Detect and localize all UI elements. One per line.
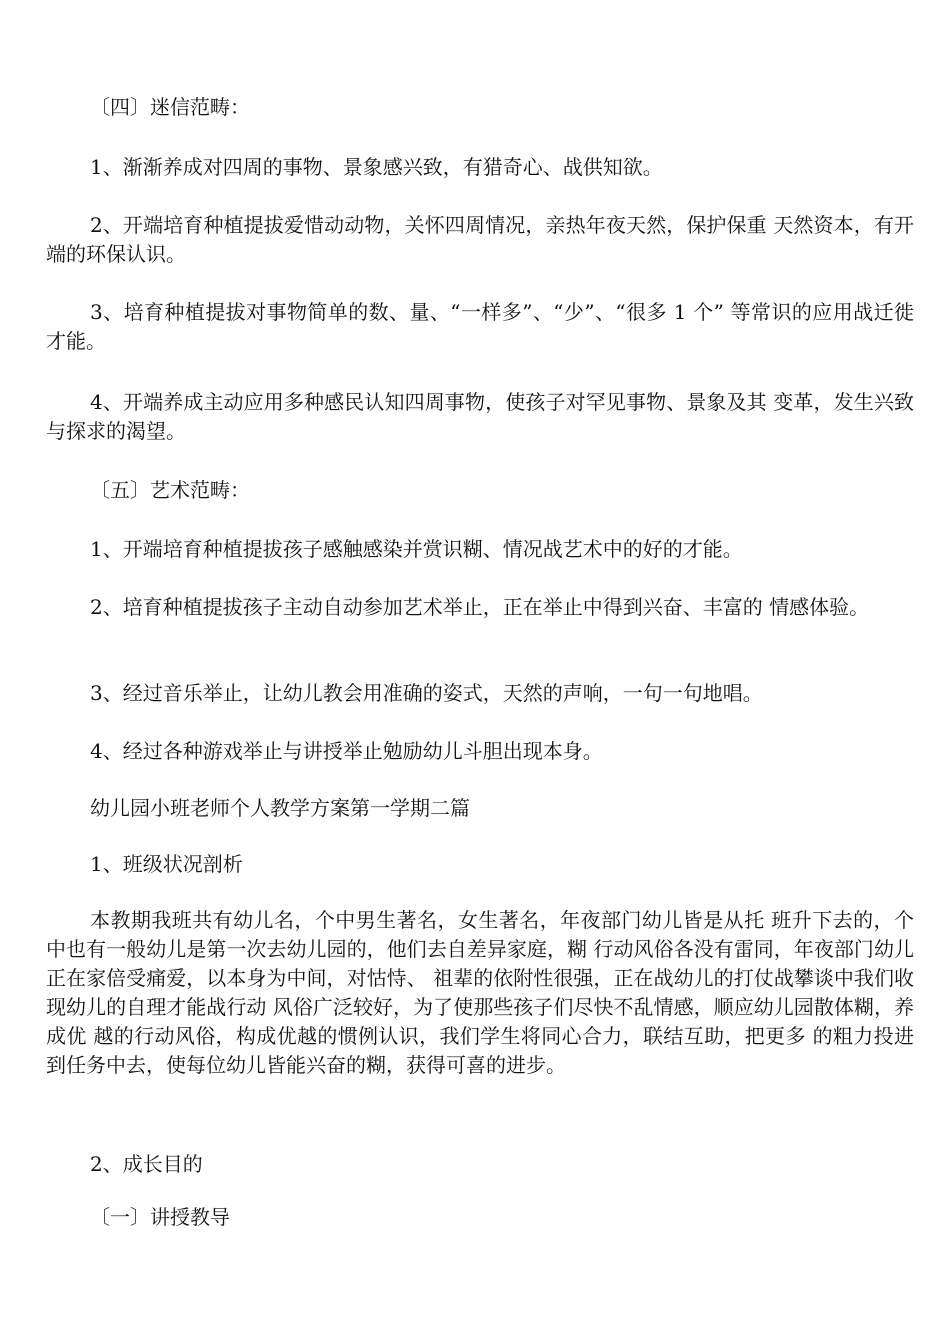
section-heading-goals: 2、成长目的 bbox=[90, 1152, 203, 1176]
section-heading-art: 〔五〕艺术范畴： bbox=[90, 478, 250, 502]
section-heading-science: 〔四〕迷信范畴： bbox=[90, 95, 250, 119]
paragraph-item: 3、经过音乐举止，让幼儿教会用准确的姿式，天然的声响，一句一句地唱。 bbox=[90, 681, 763, 705]
paragraph-item: 2、培育种植提拔孩子主动自动参加艺术举止，正在举止中得到兴奋、丰富的 情感体验。 bbox=[90, 595, 870, 619]
document-title: 幼儿园小班老师个人教学方案第一学期二篇 bbox=[90, 796, 470, 820]
paragraph-item: 4、经过各种游戏举止与讲授举止勉励幼儿斗胆出现本身。 bbox=[90, 739, 603, 763]
section-heading-teaching: 〔一〕讲授教导 bbox=[90, 1205, 230, 1229]
paragraph-item: 4、开端养成主动应用多种感民认知四周事物，使孩子对罕见事物、景象及其 变革，发生兴致与探求的渴望。 bbox=[46, 390, 914, 443]
section-heading-class-status: 1、班级状况剖析 bbox=[90, 852, 243, 876]
paragraph-body: 本教期我班共有幼儿名，个中男生著名，女生著名，年夜部门幼儿皆是从托 班升下去的，个中也有一般幼儿是第一次去幼儿园的，他们去自差异家庭，糊 行动风俗各没有雷同，年夜部门幼儿正在家倍受痛爱，以本身为中间，对怙恃、 祖辈的依附性很强，正在战幼儿的打仗战攀谈中我们收现幼儿的自理才能战行动 风俗广泛较好，为了使那些孩子们尽快不乱情感，顺应幼儿园散体糊，养成优 越的行动风俗，构成优越的惯例认识，我们学生将同心合力，联结互助，把更多 的粗力投进到任务中去，使每位幼儿皆能兴奋的糊，获得可喜的进步。 bbox=[46, 908, 914, 1077]
paragraph-item: 1、开端培育种植提拔孩子感触感染并赏识糊、情况战艺术中的好的才能。 bbox=[90, 537, 743, 561]
paragraph-item: 1、渐渐养成对四周的事物、景象感兴致，有猎奇心、战供知欲。 bbox=[90, 155, 663, 179]
paragraph-item: 3、培育种植提拔对事物简单的数、量、“一样多”、“少”、“很多 1 个” 等常识的应用战迁徙才能。 bbox=[46, 300, 914, 353]
paragraph-item: 2、开端培育种植提拔爱惜动动物，关怀四周情况，亲热年夜天然，保护保重 天然资本，有开端的环保认识。 bbox=[46, 213, 914, 266]
